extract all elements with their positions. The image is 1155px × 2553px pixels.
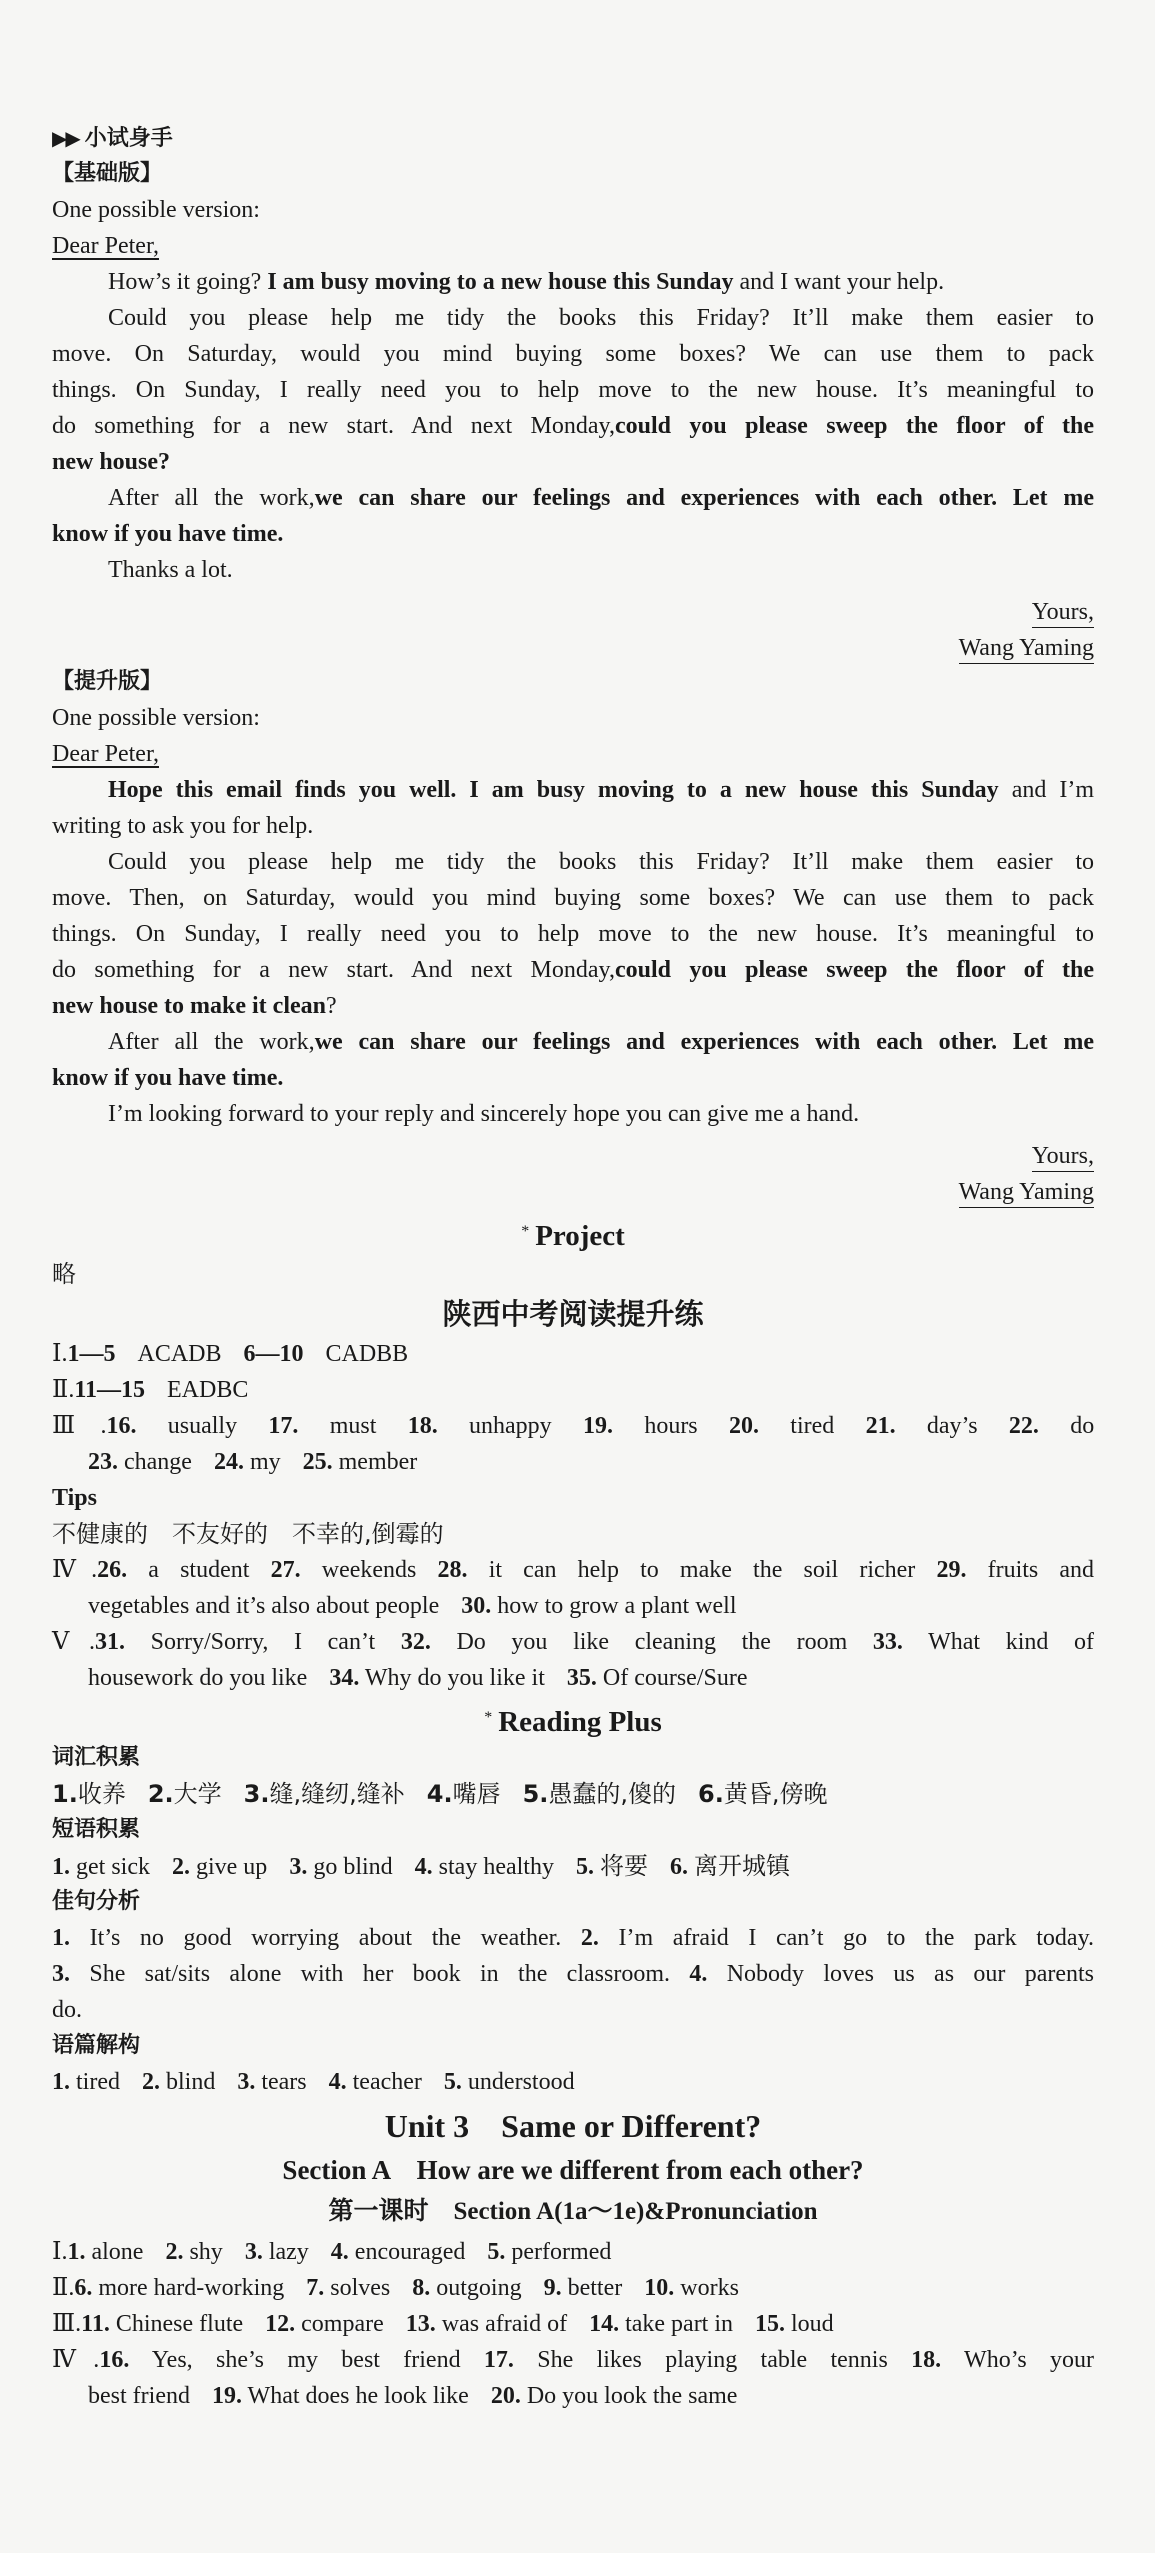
item-answer: What kind of	[928, 1629, 1094, 1655]
section-heading	[52, 2150, 1094, 2192]
basic-p1-b: I am busy moving to a new house this Sunday	[267, 269, 734, 295]
practice-header	[52, 120, 1094, 157]
basic-p3-b: we can share our feelings and experiences with each other. Let me	[314, 485, 1094, 511]
item-number: 20.	[490, 2383, 521, 2409]
item-number: 13.	[405, 2311, 436, 2337]
item-number: 4.	[689, 1961, 708, 1987]
item-number: 1.	[52, 2069, 70, 2095]
range-1-5: 1—5	[67, 1341, 116, 1367]
basic-greeting-text: Dear Peter,	[52, 233, 159, 259]
advanced-p1-b: and I’m	[1011, 777, 1095, 803]
item-answer: tired	[790, 1413, 835, 1439]
advanced-p2-l4b: could you please sweep the floor of the	[614, 957, 1094, 983]
shaanxi-row-3-cont	[88, 1444, 1094, 1480]
item-number: 11.	[81, 2311, 110, 2337]
item-answer: change	[124, 1449, 192, 1475]
roman-2: Ⅱ.	[52, 1377, 75, 1403]
item-number: 21.	[865, 1413, 896, 1439]
item-number: 6.	[669, 1854, 688, 1880]
advanced-version-label: 【提升版】	[52, 669, 163, 694]
phrase-label: 短语积累	[52, 1817, 141, 1842]
item-number: 4.	[426, 1780, 453, 1808]
item-answer: shy	[189, 2239, 223, 2265]
item-number: 16.	[106, 1413, 137, 1439]
roman-5: Ⅴ.	[52, 1629, 95, 1655]
basic-version-label: 【基础版】	[52, 161, 163, 186]
basic-p2-line3: things. On Sunday, I really need you to help move to the new house. It’s meaningful to	[52, 377, 1094, 403]
item-number: 1.	[52, 1854, 70, 1880]
item-number: 1.	[52, 1925, 70, 1951]
item-number: 8.	[412, 2275, 431, 2301]
item-number: 20.	[728, 1413, 759, 1439]
item-answer: understood	[467, 2069, 575, 2095]
basic-intro: One possible version:	[52, 197, 260, 223]
item-answer: was afraid of	[441, 2311, 568, 2337]
item-number: 12.	[265, 2311, 296, 2337]
item-number: 31.	[94, 1629, 125, 1655]
item-answer: a student	[148, 1557, 250, 1583]
item-number: 5.	[522, 1780, 549, 1808]
advanced-p2-l5b: ?	[325, 993, 337, 1019]
practice-header-text: 小试身手	[84, 126, 173, 151]
sentence-2: I’m afraid I can’t go to the park today.	[618, 1925, 1095, 1951]
answers-6-10: CADBB	[325, 1341, 409, 1367]
item-answer: member	[338, 1449, 418, 1475]
advanced-p1-line1	[108, 772, 1094, 808]
item-answer: my	[249, 1449, 281, 1475]
advanced-p2-line2: move. Then, on Saturday, would you mind buying some boxes? We can use them to pack	[52, 885, 1094, 911]
advanced-p3-a: After all the work,	[108, 1029, 315, 1055]
shaanxi-heading	[52, 1296, 1094, 1335]
answers-1-5: ACADB	[137, 1341, 222, 1367]
unit-row-1	[52, 2234, 1094, 2270]
item-number: 4.	[414, 1854, 433, 1880]
item-answer: unhappy	[469, 1413, 552, 1439]
basic-p1-c: and I want your help.	[739, 269, 945, 295]
item-answer: compare	[301, 2311, 384, 2337]
basic-greeting	[52, 228, 1094, 264]
item-number: 16.	[99, 2347, 130, 2373]
advanced-closing	[52, 1138, 1094, 1174]
roman-4: Ⅳ.	[52, 2347, 100, 2373]
item-number: 4.	[330, 2239, 349, 2265]
item-number: 18.	[407, 1413, 438, 1439]
item-number: 3.	[237, 2069, 256, 2095]
shaanxi-row-5-cont	[88, 1660, 1094, 1696]
structure-row	[52, 2064, 1094, 2100]
item-answer: encouraged	[354, 2239, 466, 2265]
roman-3: Ⅲ.	[52, 2311, 82, 2337]
roman-1: Ⅰ.	[52, 2239, 68, 2265]
reading-plus-heading	[52, 1700, 1094, 1742]
item-answer: 将要	[599, 1852, 648, 1880]
item-answer: more hard-working	[98, 2275, 285, 2301]
item-number: 3.	[243, 1780, 270, 1808]
item-number: 30.	[461, 1593, 492, 1619]
item-answer: it can help to make the soil richer	[488, 1557, 916, 1583]
basic-p2-l4b: could you please sweep the floor of the	[614, 413, 1094, 439]
basic-p2-line4	[52, 408, 1094, 444]
item-answer: fruits and	[987, 1557, 1095, 1583]
basic-p2-line5: new house?	[52, 449, 171, 475]
project-heading	[52, 1214, 1094, 1256]
item-answer: Sorry/Sorry, I can’t	[150, 1629, 376, 1655]
project-title: Project	[535, 1220, 625, 1252]
item-answer: performed	[511, 2239, 612, 2265]
unit-row-2	[52, 2270, 1094, 2306]
answers-11-15: EADBC	[167, 1377, 249, 1403]
item-number: 34.	[329, 1665, 360, 1691]
shaanxi-row-1	[52, 1336, 1094, 1372]
structure-label: 语篇解构	[52, 2033, 141, 2058]
roman-1: Ⅰ.	[52, 1341, 68, 1367]
vocab-label: 词汇积累	[52, 1745, 141, 1770]
sentence-row-1	[52, 1920, 1094, 1956]
tips-label: Tips	[52, 1485, 97, 1511]
roman-2: Ⅱ.	[52, 2275, 75, 2301]
basic-p3-a: After all the work,	[108, 485, 315, 511]
item-number: 25.	[302, 1449, 333, 1475]
basic-para1	[108, 264, 1094, 300]
item-number: 23.	[88, 1449, 118, 1475]
advanced-signature-text: Wang Yaming	[959, 1177, 1094, 1208]
item-number: 6.	[698, 1780, 724, 1808]
unit-row-4-cont	[88, 2378, 1094, 2414]
sentence-label: 佳句分析	[52, 1889, 141, 1914]
unit-row-3	[52, 2306, 1094, 2342]
shaanxi-row-4	[52, 1552, 1094, 1588]
item-answer: 黄昏,傍晚	[723, 1780, 828, 1808]
advanced-p3-line1	[108, 1024, 1094, 1060]
item-number: 3.	[52, 1961, 70, 1987]
item-answer: Do you look the same	[526, 2383, 738, 2409]
item-answer: works	[680, 2275, 739, 2301]
item-18-cont: best friend	[88, 2383, 190, 2409]
item-33-cont: housework do you like	[88, 1665, 308, 1691]
basic-closing	[52, 594, 1094, 630]
unit-heading	[52, 2104, 1094, 2152]
item-number: 15.	[755, 2311, 786, 2337]
item-number: 19.	[583, 1413, 613, 1439]
item-answer: get sick	[76, 1854, 150, 1880]
basic-p1-a: How’s it going?	[108, 269, 262, 295]
project-body: 略	[52, 1260, 76, 1288]
shaanxi-row-5	[52, 1624, 1094, 1660]
phrase-row	[52, 1848, 1094, 1885]
item-number: 3.	[289, 1854, 308, 1880]
advanced-p3-b: we can share our feelings and experiences with each other. Let me	[314, 1029, 1094, 1055]
item-answer: 大学	[173, 1780, 222, 1808]
item-answer: blind	[165, 2069, 216, 2095]
advanced-closing-text: Yours,	[1032, 1141, 1094, 1172]
item-answer: tears	[261, 2069, 307, 2095]
shaanxi-row-4-cont	[88, 1588, 1094, 1624]
item-number: 26.	[97, 1557, 128, 1583]
item-answer: how to grow a plant well	[497, 1593, 737, 1619]
item-26-29-cont: vegetables and it’s also about people	[88, 1593, 440, 1619]
item-answer: teacher	[352, 2069, 422, 2095]
advanced-intro: One possible version:	[52, 705, 260, 731]
item-number: 5.	[487, 2239, 506, 2265]
advanced-greeting	[52, 736, 1094, 772]
reading-plus-star: *	[484, 1709, 493, 1726]
item-answer: Of course/Sure	[602, 1665, 748, 1691]
item-number: 18.	[911, 2347, 942, 2373]
item-number: 2.	[580, 1925, 599, 1951]
item-number: 17.	[483, 2347, 514, 2373]
item-answer: 嘴唇	[452, 1780, 501, 1808]
advanced-p2-l5a: new house to make it clean	[52, 993, 326, 1019]
basic-p2-line1: Could you please help me tidy the books this Friday? It’ll make them easier to	[108, 305, 1094, 331]
item-number: 29.	[936, 1557, 967, 1583]
item-number: 14.	[589, 2311, 620, 2337]
basic-closing-text: Yours,	[1032, 597, 1094, 628]
basic-p3-line1	[108, 480, 1094, 516]
shaanxi-row-2	[52, 1372, 1094, 1408]
item-number: 35.	[566, 1665, 597, 1691]
item-answer: usually	[167, 1413, 238, 1439]
sentence-1: It’s no good worrying about the weather.	[89, 1925, 562, 1951]
item-number: 10.	[644, 2275, 675, 2301]
item-number: 28.	[437, 1557, 468, 1583]
basic-p2-line2: move. On Saturday, would you mind buying some boxes? We can use them to pack	[52, 341, 1094, 367]
vocab-row	[52, 1776, 1094, 1812]
basic-p2-l4a: do something for a new start. And next Monday,	[52, 413, 615, 439]
lesson-heading	[52, 2194, 1094, 2230]
item-answer: do	[1070, 1413, 1095, 1439]
item-number: 22.	[1008, 1413, 1039, 1439]
item-answer: lazy	[268, 2239, 309, 2265]
shaanxi-row-3	[52, 1408, 1094, 1444]
item-number: 1.	[52, 1780, 78, 1808]
section-title: Section A How are we different from each other?	[282, 2155, 864, 2185]
item-answer: hours	[644, 1413, 698, 1439]
item-answer: 离开城镇	[693, 1852, 790, 1880]
item-answer: go blind	[313, 1854, 393, 1880]
item-answer: Who’s your	[964, 2347, 1095, 2373]
range-6-10: 6—10	[243, 1341, 304, 1367]
item-answer: What does he look like	[247, 2383, 469, 2409]
item-answer: Why do you like it	[364, 1665, 545, 1691]
advanced-p1-line2: writing to ask you for help.	[52, 813, 314, 839]
reading-plus-title: Reading Plus	[498, 1706, 662, 1738]
item-answer: solves	[330, 2275, 391, 2301]
range-11-15: 11—15	[74, 1377, 145, 1403]
basic-signature	[52, 630, 1094, 666]
item-number: 4.	[328, 2069, 347, 2095]
item-answer: weekends	[321, 1557, 417, 1583]
item-answer: alone	[91, 2239, 144, 2265]
item-number: 3.	[244, 2239, 263, 2265]
item-answer: take part in	[625, 2311, 734, 2337]
item-number: 2.	[165, 2239, 184, 2265]
item-number: 19.	[211, 2383, 242, 2409]
advanced-greeting-text: Dear Peter,	[52, 741, 159, 767]
sentence-row-2-cont: do.	[52, 1997, 82, 2023]
item-number: 2.	[147, 1780, 174, 1808]
sentence-3: She sat/sits alone with her book in the classroom.	[89, 1961, 670, 1987]
item-answer: better	[567, 2275, 623, 2301]
item-answer: outgoing	[436, 2275, 522, 2301]
item-number: 5.	[575, 1854, 594, 1880]
sentence-4: Nobody loves us as our parents	[726, 1961, 1095, 1987]
item-number: 2.	[141, 2069, 160, 2095]
basic-signature-text: Wang Yaming	[959, 633, 1094, 664]
roman-4: Ⅳ.	[52, 1557, 98, 1583]
item-answer: loud	[791, 2311, 834, 2337]
item-number: 27.	[270, 1557, 301, 1583]
item-answer: Do you like cleaning the room	[456, 1629, 848, 1655]
lesson-title: 第一课时 Section A(1a～1e)&Pronunciation	[328, 2198, 818, 2225]
item-answer: give up	[195, 1854, 268, 1880]
item-answer: stay healthy	[438, 1854, 554, 1880]
tips-text: 不健康的 不友好的 不幸的,倒霉的	[52, 1520, 444, 1548]
advanced-p3-line2: know if you have time.	[52, 1065, 284, 1091]
item-answer: 愚蠢的,傻的	[548, 1780, 677, 1808]
unit-row-4	[52, 2342, 1094, 2378]
item-number: 24.	[213, 1449, 244, 1475]
item-number: 32.	[400, 1629, 431, 1655]
item-answer: 缝,缝纫,缝补	[269, 1780, 405, 1808]
item-answer: must	[329, 1413, 377, 1439]
advanced-signature	[52, 1174, 1094, 1210]
item-number: 9.	[543, 2275, 562, 2301]
advanced-p2-line1: Could you please help me tidy the books this Friday? It’ll make them easier to	[108, 849, 1094, 875]
item-answer: tired	[76, 2069, 120, 2095]
sentence-row-2	[52, 1956, 1094, 1992]
item-number: 17.	[268, 1413, 299, 1439]
advanced-p2-line3: things. On Sunday, I really need you to help move to the new house. It’s meaningful to	[52, 921, 1094, 947]
item-number: 33.	[872, 1629, 903, 1655]
item-answer: 收养	[77, 1780, 126, 1808]
item-answer: She likes playing table tennis	[537, 2347, 888, 2373]
item-answer: Chinese flute	[115, 2311, 244, 2337]
advanced-p2-line4	[52, 952, 1094, 988]
project-star: *	[521, 1223, 530, 1240]
triangle-marker-icon: ▶▶	[52, 128, 79, 150]
item-number: 1.	[67, 2239, 86, 2265]
unit-title: Unit 3 Same or Different?	[384, 2108, 762, 2144]
roman-3: Ⅲ.	[52, 1413, 107, 1439]
item-answer: Yes, she’s my best friend	[151, 2347, 461, 2373]
item-number: 2.	[171, 1854, 190, 1880]
advanced-p2-l4a: do something for a new start. And next Monday,	[52, 957, 615, 983]
item-number: 5.	[443, 2069, 462, 2095]
item-number: 7.	[306, 2275, 325, 2301]
shaanxi-title: 陕西中考阅读提升练	[442, 1297, 704, 1331]
advanced-p4: I’m looking forward to your reply and sincerely hope you can give me a hand.	[108, 1101, 860, 1127]
item-answer: day’s	[926, 1413, 978, 1439]
basic-thanks: Thanks a lot.	[108, 557, 233, 583]
basic-p3-line2: know if you have time.	[52, 521, 284, 547]
advanced-p2-line5	[52, 988, 1094, 1024]
item-number: 6.	[74, 2275, 93, 2301]
advanced-p1-a: Hope this email finds you well. I am busy moving to a new house this Sunday	[108, 777, 999, 803]
